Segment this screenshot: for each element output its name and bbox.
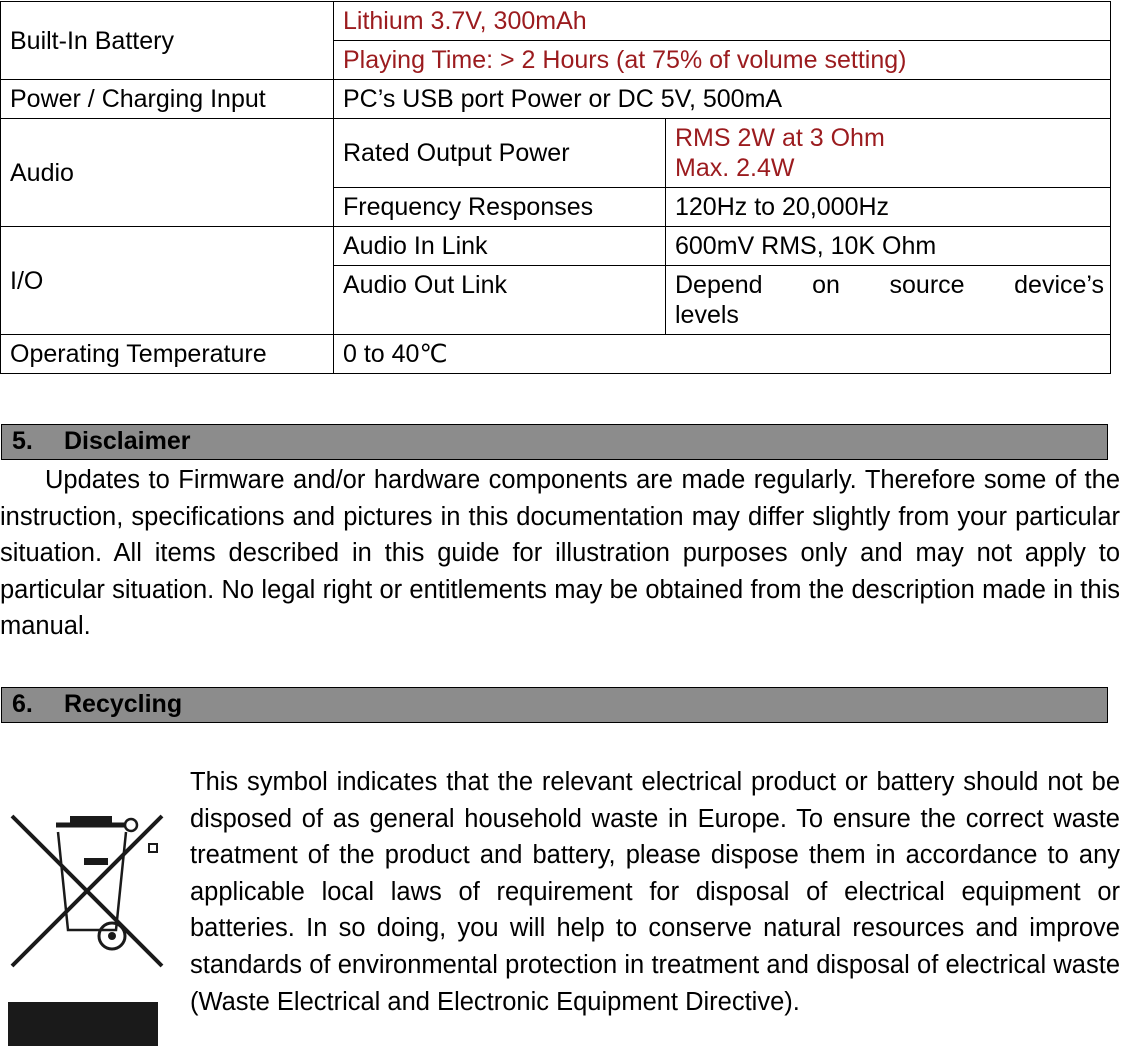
temperature-label: Operating Temperature bbox=[1, 335, 334, 374]
io-label: I/O bbox=[1, 227, 334, 335]
rated-output-label: Rated Output Power bbox=[334, 119, 666, 188]
weee-symbol-graphic bbox=[8, 806, 168, 1056]
table-row bbox=[1, 2, 1111, 41]
frequency-label: Frequency Responses bbox=[334, 188, 666, 227]
frequency-value: 120Hz to 20,000Hz bbox=[666, 188, 1111, 227]
table-row bbox=[1, 335, 1111, 374]
battery-playing-time-value: Playing Time: > 2 Hours (at 75% of volume setting) bbox=[334, 41, 1111, 80]
table-row bbox=[1, 227, 1111, 266]
table-row bbox=[1, 80, 1111, 119]
audio-in-label: Audio In Link bbox=[334, 227, 666, 266]
specifications-table bbox=[0, 1, 1111, 374]
recycling-paragraph: This symbol indicates that the relevant electrical product or battery should not be disposed of as general household waste in Europe. To ensure the correct waste treatment of the product and battery, please dispose them in accordance to any applicable local laws of requirement for disposal of electrical equipment or batteries. In so doing, you will help to conserve natural resources and improve standards of environmental protection in treatment and disposal of electrical waste (Waste Electrical and Electronic Equipment Directive). bbox=[190, 768, 1120, 1016]
audio-out-label: Audio Out Link bbox=[334, 266, 666, 335]
section-heading-disclaimer bbox=[1, 424, 1108, 460]
section-title: Recycling bbox=[64, 690, 183, 718]
battery-type-value: Lithium 3.7V, 300mAh bbox=[334, 2, 1111, 41]
power-label: Power / Charging Input bbox=[1, 80, 334, 119]
rated-output-rms: RMS 2W at 3 Ohm bbox=[675, 124, 885, 152]
audio-out-value-line1: Depend on source device’s bbox=[675, 271, 1104, 299]
rated-output-max: Max. 2.4W bbox=[675, 154, 795, 182]
power-value: PC’s USB port Power or DC 5V, 500mA bbox=[334, 80, 1111, 119]
rated-output-value bbox=[666, 119, 1111, 188]
battery-label: Built-In Battery bbox=[1, 2, 334, 80]
weee-crossed-bin-icon bbox=[8, 806, 168, 1056]
section-number: 6. bbox=[12, 690, 33, 718]
temperature-value: 0 to 40℃ bbox=[334, 335, 1111, 374]
disclaimer-paragraph: Updates to Firmware and/or hardware components are made regularly. Therefore some of the instruction, specifications and pictures in this documentation may differ slightly from your particular situation. All items described in this guide for illustration purposes only and may not apply to particular situation. No legal right or entitlements may be obtained from the description made in this manual. bbox=[0, 466, 1120, 641]
audio-in-value: 600mV RMS, 10K Ohm bbox=[666, 227, 1111, 266]
section-number: 5. bbox=[12, 427, 33, 455]
table-row bbox=[1, 119, 1111, 188]
section-title: Disclaimer bbox=[64, 427, 191, 455]
section-heading-recycling bbox=[1, 687, 1108, 723]
audio-label: Audio bbox=[1, 119, 334, 227]
audio-out-value bbox=[666, 266, 1111, 335]
audio-out-value-line2: levels bbox=[675, 301, 739, 329]
